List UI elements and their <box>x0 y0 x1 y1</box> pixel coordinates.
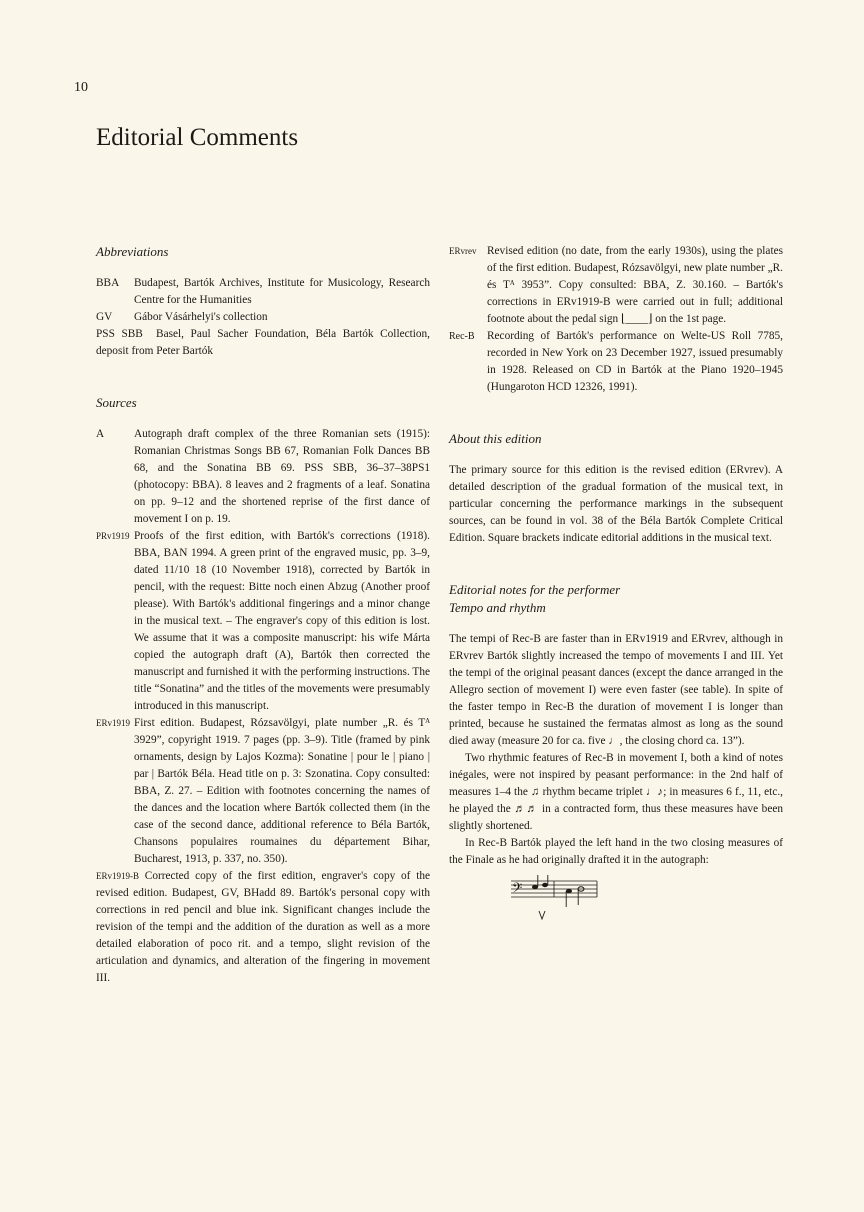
source-item <box>96 528 430 715</box>
source-item <box>96 868 430 987</box>
source-text: Recording of Bartók's performance on Welte-US Roll 7785, recorded in New York on 23 December 1927, issued presumably in 1928. Released on CD in Bartók at the Piano 1920–1945 (Hungaroton HCD 12326, 1991). <box>487 330 783 393</box>
source-key: PRv1919 <box>96 531 130 541</box>
source-key: ERv1919 <box>96 718 131 728</box>
about-text: The primary source for this edition is the revised edition (ERvrev). A detailed description of the gradual formation of the musical text, in particular concerning the performance markings in the subsequent sources, can be found in vol. 38 of the Béla Bartók Complete Critical Edition. Square brackets indicate editorial additions in the musical text. <box>449 464 783 544</box>
performer-paragraph-3: In Rec-B Bartók played the left hand in the two closing measures of the Finale as he had originally drafted it in the autograph: <box>449 837 783 866</box>
source-key: ERv1919-B <box>96 871 140 881</box>
abbr-item <box>96 309 430 326</box>
source-key: Rec-B <box>449 331 475 342</box>
source-key: A <box>96 428 105 440</box>
about-heading: About this edition <box>449 431 542 446</box>
source-text: Autograph draft complex of the three Romanian sets (1915): Romanian Christmas Songs BB 67, Romanian Folk Dances BB 68, and the Sonatina BB 69. PSS SBB, 36–37–38PS1 (photocopy: BBA). 8 leaves and 2 fragments of a leaf. Sonatina on pp. 9–12 and the shortened reprise of the first dance of movement I on p. 19. <box>134 428 430 525</box>
right-column <box>449 243 783 931</box>
abbr-key: PSS SBB <box>96 328 143 340</box>
left-column <box>96 243 430 987</box>
source-text: First edition. Budapest, Rózsavölgyi, plate number „R. és Tᴬ 3929”, copyright 1919. 7 pages (pp. 3–9). Title (framed by pink ornaments, design by Lajos Kozma): Sonatine | pour le | piano | par | Bartók Béla. Head title on p. 3: Szonatina. Copy consulted: BBA, Z. 27. – Edition with footnotes concerning the names of the dances and the location where Bartók collected them (in the case of the second dance, additional reference to Béla Bartók, Chansons populaires roumaines du département Bihar, Bucharest, 1913, p. 337, no. 350). <box>134 717 430 865</box>
tempo-heading: Tempo and rhythm <box>449 600 546 615</box>
page-number: 10 <box>74 80 88 95</box>
source-text: Revised edition (no date, from the early 1930s), using the plates of the first edition. Budapest, Rózsavölgyi, new plate number „R. és Tᴬ 3953”. Copy consulted: BBA, Z. 30.160. – Bartók's corrections in ERv1919-B were carried out in full; additional footnote about the pedal sign ⌊____⌋ on the 1st page. <box>487 245 783 325</box>
abbr-text: Gábor Vásárhelyi's collection <box>134 311 268 323</box>
source-item <box>449 243 783 328</box>
abbr-text: Basel, Paul Sacher Foundation, Béla Bartók Collection, deposit from Peter Bartók <box>96 328 431 357</box>
sources-heading: Sources <box>96 395 137 410</box>
source-text: Proofs of the first edition, with Bartók's corrections (1918). BBA, BAN 1994. A green print of the engraved music, pp. 3–9, dated 11/10 18 (10 November 1918), corrected by Bartók in pencil, with the request: Bitte noch einen Abzug (Another proof please). With Bartók's additional fingerings and a minor change in the musical text. – The engraver's copy of this edition is lost. We assume that it was a composite manuscript: his wife Márta copied the autograph draft (A), Bartók then corrected the manuscript and furnished it with the performing instructions. The title “Sonatina” and the titles of the movements were presumably introduced in this manuscript. <box>134 530 430 712</box>
performer-heading: Editorial notes for the performer <box>449 582 621 597</box>
page-title: Editorial Comments <box>96 124 299 151</box>
performer-paragraph-1: The tempi of Rec-B are faster than in ERv1919 and ERvrev, although in ERvrev Bartók slightly increased the tempo of movements I and III. Yet the tempi of the original peasant dances (except the dance arranged in the Allegro section of movement I) were even faster (see table). In spite of the faster tempo in Rec-B the duration of movement I is longer than printed, because he sustained the fermatas almost as long as the sound died away (measure 20 for ca. five ♩, the closing chord ca. 13”). <box>449 633 783 747</box>
source-item <box>449 328 783 396</box>
abbr-item <box>96 275 430 309</box>
abbr-text: Budapest, Bartók Archives, Institute for Musicology, Research Centre for the Humanities <box>134 277 430 306</box>
svg-text:𝄢: 𝄢 <box>512 880 523 899</box>
source-text: Corrected copy of the first edition, engraver's copy of the revised edition. Budapest, GV, BHadd 89. Bartók's personal copy with corrections in red pencil and blue ink. Significant changes include the revision of the tempi and the addition of the duration as well as a more detailed elaboration of poco rit. and a tempo, slight revision of the articulation and dynamics, and alteration of the fingering in movement III. <box>96 870 430 984</box>
abbr-key: BBA <box>96 277 120 289</box>
source-key: ERvrev <box>449 246 477 256</box>
abbr-key: GV <box>96 311 113 323</box>
source-item <box>96 715 430 868</box>
abbr-item <box>96 326 430 360</box>
source-item <box>96 426 430 528</box>
music-example-image <box>509 875 599 925</box>
source-text-wrap <box>96 868 430 987</box>
performer-paragraph-2: Two rhythmic features of Rec-B in movement I, both a kind of notes inégales, were not inspired by peasant performance: in the 2nd half of measures 1–4 the ♫ rhythm became triplet ♩♪; in measures 6 f., 11, etc., he played the ♬♬ in a contracted form, thus these measures have been slightly shortened. <box>449 752 783 832</box>
abbreviations-heading: Abbreviations <box>96 244 169 259</box>
